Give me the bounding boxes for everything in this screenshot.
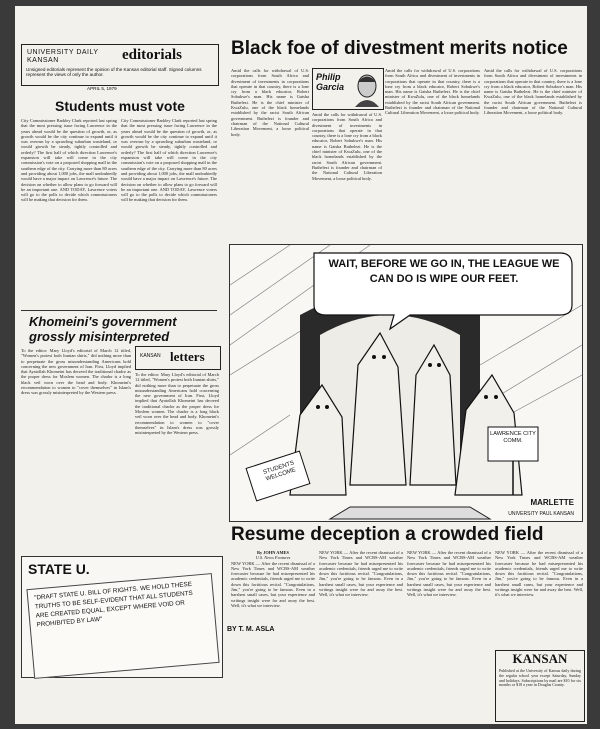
editorial-3-column-3 [385, 68, 480, 238]
letters-badge-paper: KANSAN [140, 353, 161, 359]
editorial-1-column-2 [121, 118, 217, 308]
divider [21, 310, 217, 311]
section-title: editorials [122, 47, 182, 63]
editorial-1-text: City Commissioner Barkley Clark reported last spring that the most pressing issue facing Lawrence in the years ahead would be the question of growth, or, as growth would be the city continue to expand until it was overrun by a sprawling suburban wasteland, or would growth be steady, tightly controlled and orderly? The first half of which direction Lawrence's expansion will take will come in the city commission's vote on a proposed shopping mall in the southern edge of the city. Carrying more than 80 acres and providing about 1,000 jobs, the mall undoubtedly would have a major impact on Lawrence's future. The decision on whether to allow plans to go forward will be an important one. AND TODAY, Lawrence voters will go to the polls to decide which commissioners will be making that decision for them. [21, 118, 117, 203]
columnist-name: Philip Garcia [316, 72, 345, 92]
editorial-3-text-3: Amid the calls for withdrawal of U.S. corporations from South Africa and divestment of investments in corporations that operate in that country, there is a lone cry from a black educator, Robert Sobukwe's man. His name is Gatsha Buthelezi. He is the chief minister of KwaZulu, one of the black homelands established by the racist South African government. Buthelezi is founder and chairman of the National Cultural Liberation Movement, a loose political body. [385, 68, 480, 116]
editorial-3-text: Amid the calls for withdrawal of U.S. corporations from South Africa and divestment of investments in corporations that operate in that country, there is a lone cry from a black educator, Robert Sobukwe's man. His name is Gatsha Buthelezi. He is the chief minister of KwaZulu, one of the black homelands established by the racist South African government. Buthelezi is founder and chairman of the National Cultural Liberation Movement, a loose political body. [231, 68, 309, 137]
cartoon-state-u-title: STATE U. [28, 561, 90, 577]
feature-column-2 [319, 550, 403, 720]
publication-date: APRIL 5, 1979 [87, 86, 117, 91]
feature-column-1 [231, 550, 315, 720]
cartoon-syndicate: UNIVERSITY PAUL KANSAN [508, 511, 574, 517]
editorial-1-text-continued: City Commissioner Barkley Clark reported last spring that the most pressing issue facing Lawrence in the years ahead would be the question of growth, or, as growth would be the city continue to expand until it was overrun by a sprawling suburban wasteland, or would growth be steady, tightly controlled and orderly? The first half of which direction Lawrence's expansion will take will come in the city commission's vote on a proposed shopping mall in the southern edge of the city. Carrying more than 80 acres and providing about 1,000 jobs, the mall undoubtedly would have a major impact on Lawrence's future. The decision on whether to allow plans to go forward will be an important one. AND TODAY, Lawrence voters will go to the polls to decide which commissioners will be making that decision for them. [121, 118, 217, 203]
staff-box [495, 650, 585, 722]
cartoon-state-u [21, 556, 223, 678]
letter-column-2 [135, 372, 219, 548]
editorial-masthead [21, 44, 219, 86]
feature-byline-service: U.S. News Features [255, 555, 291, 561]
editorial-cartoon [229, 244, 583, 522]
speech-bubble-text: WAIT, BEFORE WE GO IN, THE LEAGUE WE CAN DO IS WIPE OUR FEET. [328, 258, 560, 285]
headline-khomeini: Khomeini's government grossly misinterpreted [29, 314, 177, 344]
columnist-box [312, 68, 384, 110]
headline-resume-deception: Resume deception a crowded field [231, 524, 544, 545]
letter-text: To the editor: Mary Lloyd's editorial of March 12 titled, "Women's protest both Iranian shirts," did nothing more than to perpetuate the gross misunderstanding Americans hold concerning the new government of Iran. First, Lloyd implied that Ayatollah Khomeini has decreed the traditional chador as the proper dress for Moslem women. The chador is a long black veil worn over the head and body. Khomeini's recommendation to women to "cover themselves" in Islam's dress was grossly misinterpreted by the Western press. [21, 348, 131, 396]
editorial-3-column-2 [312, 112, 382, 238]
feature-text: NEW YORK — After the recent dismissal of a New York Times and WCBS-AM weather forecaster because he had misrepresented his academic credentials, friends urged me to write down this factitious recital. "Congratulations, Jim," you're going to be famous. Even in a harshest small cases, but your experience and writings insight were far and away the best. Well, it's what we interview. [231, 560, 315, 608]
headline-students-vote: Students must vote [55, 98, 185, 114]
letters-badge [135, 346, 221, 370]
welcome-sign-text: STUDENTS WELCOME [262, 460, 297, 483]
letters-badge-label: letters [170, 349, 205, 364]
headline-divestment: Black foe of divestment merits notice [231, 38, 568, 59]
masthead-description: Unsigned editorials represent the opinion of the Kansan editorial staff. Signed columns represent the views of only the author. [26, 67, 202, 78]
staff-box-info: Published at the University of Kansas daily during the regular school year except Saturday, Sunday and holidays. Subscriptions by mail are $10 for six months or $18 a year in Douglas County. [499, 668, 581, 688]
editorial-3-column-1 [231, 68, 309, 238]
commission-sign-text: LAWRENCE CITY COMM. [490, 431, 536, 444]
cartoon-author: BY T. M. ASLA [227, 626, 275, 633]
editorial-3-text-4: Amid the calls for withdrawal of U.S. corporations from South Africa and divestment of investments in corporations that operate in that country, there is a lone cry from a black educator, Robert Sobukwe's man. His name is Gatsha Buthelezi. He is the chief minister of KwaZulu, one of the black homelands established by the racist South African government. Buthelezi is founder and chairman of the National Cultural Liberation Movement, a loose political body. [484, 68, 582, 116]
newspaper-page [15, 6, 587, 724]
editorial-1-column-1 [21, 118, 117, 308]
bill-of-rights-scroll [26, 573, 219, 679]
feature-text-2: NEW YORK — After the recent dismissal of a New York Times and WCBS-AM weather forecaster because he had misrepresented his academic credentials, friends urged me to write down this factitious recital. "Congratulations, Jim," you're going to be famous. Even in a harshest small cases, but your experience and writings insight were far and away the best. Well, it's what we interview. [319, 550, 403, 598]
feature-column-3 [407, 550, 491, 720]
feature-text-3: NEW YORK — After the recent dismissal of a New York Times and WCBS-AM weather forecaster because he had misrepresented his academic credentials, friends urged me to write down this factitious recital. "Congratulations, Jim," you're going to be famous. Even in a harshest small cases, but your experience and writings insight were far and away the best. Well, it's what we interview. [407, 550, 491, 598]
feature-text-4: NEW YORK — After the recent dismissal of a New York Times and WCBS-AM weather forecaster because he had misrepresented his academic credentials, friends urged me to write down this factitious recital. "Congratulations, Jim," you're going to be famous. Even in a harshest small cases, but your experience and writings insight were far and away the best. Well, it's what we interview. [495, 550, 583, 598]
letter-text-continued: To the editor: Mary Lloyd's editorial of March 12 titled, "Women's protest both Iranian shirts," did nothing more than to perpetuate the gross misunderstanding Americans hold concerning the new government of Iran. First, Lloyd implied that Ayatollah Khomeini has decreed the traditional chador as the proper dress for Moslem women. The chador is a long black veil worn over the head and body. Khomeini's recommendation to women to "cover themselves" in Islam's dress was grossly misinterpreted by the Western press. [135, 372, 219, 436]
editorial-3-column-4 [484, 68, 582, 238]
staff-box-nameplate: KANSAN [512, 651, 568, 666]
columnist-portrait [353, 73, 381, 107]
paper-name: UNIVERSITY DAILY KANSAN [27, 49, 99, 64]
cartoonist-signature: MARLETTE [530, 498, 574, 507]
scroll-text: "DRAFT STATE U. BILL OF RIGHTS. WE HOLD THESE TRUTHS TO BE SELF-EVIDENT THAT ALL STUDENTS ARE CREATED EQUAL, EXCEPT WHERE VOID OR PROHIBITED BY LAW" [33, 580, 194, 629]
feature-column-4 [495, 550, 583, 646]
letter-column-1 [21, 348, 131, 548]
feature-byline: By JOHN AMES [257, 550, 289, 555]
editorial-3-text-2: Amid the calls for withdrawal of U.S. corporations from South Africa and divestment of investments in corporations that operate in that country, there is a lone cry from a black educator, Robert Sobukwe's man. His name is Gatsha Buthelezi. He is the chief minister of KwaZulu, one of the black homelands established by the racist South African government. Buthelezi is founder and chairman of the National Cultural Liberation Movement, a loose political body. [312, 112, 382, 181]
